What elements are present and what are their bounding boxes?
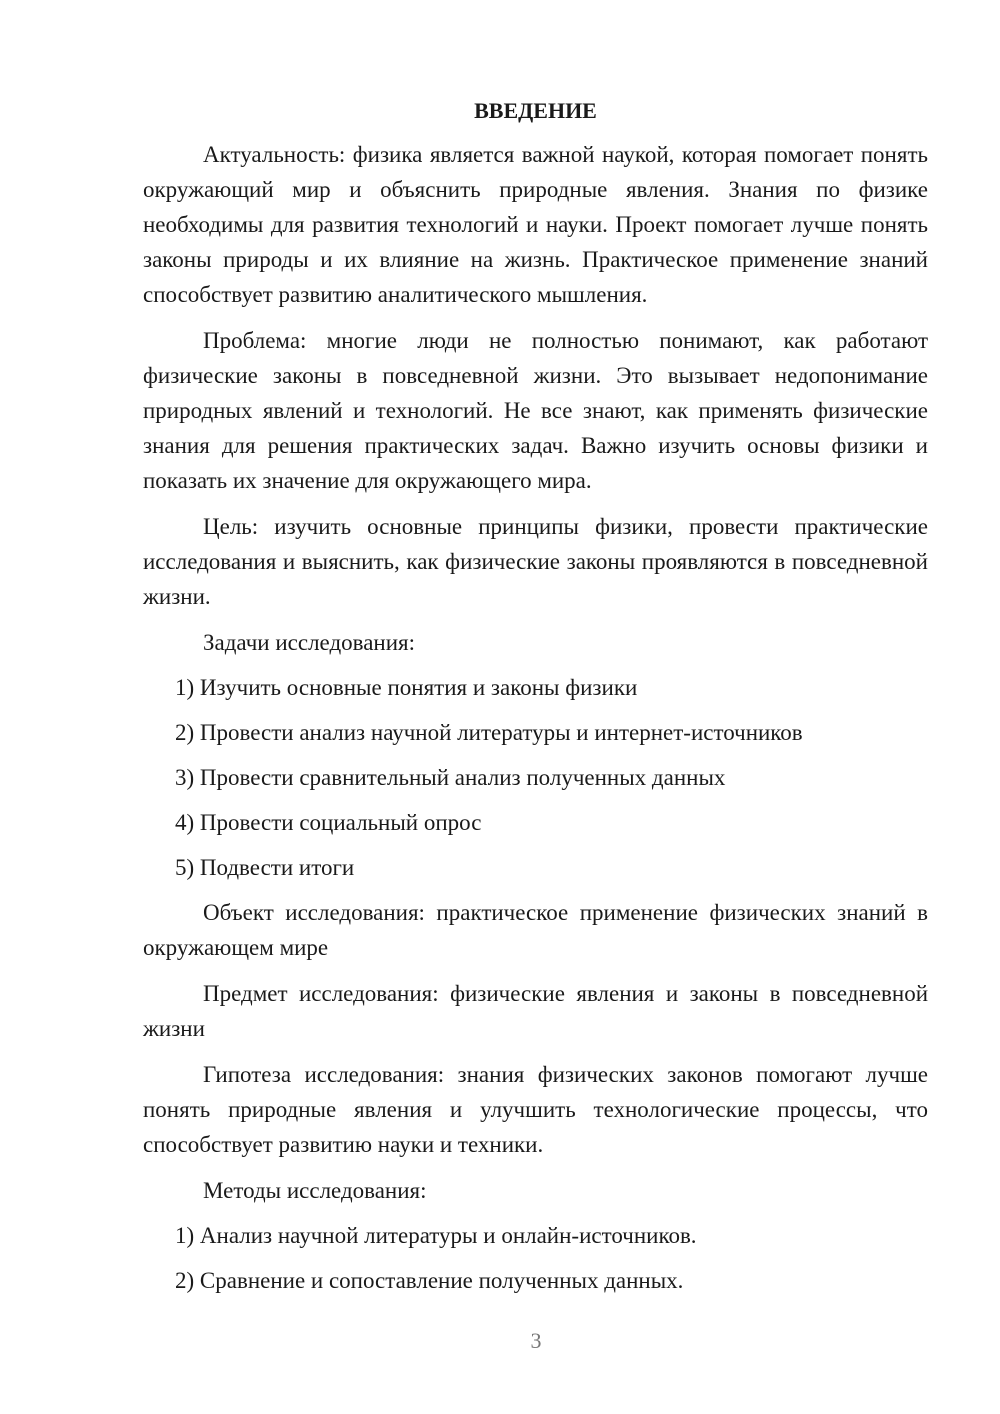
page-content [143, 93, 928, 1298]
method-item-2: 2) Сравнение и сопоставление полученных данных. [175, 1268, 684, 1293]
page-number: 3 [530, 1328, 542, 1353]
paragraph-object: Объект исследования: практическое применение физических знаний в окружающем мире [143, 900, 928, 960]
section-title: ВВЕДЕНИЕ [474, 98, 597, 123]
tasks-heading: Задачи исследования: [203, 630, 416, 655]
paragraph-relevance: Актуальность: физика является важной наукой, которая помогает понять окружающий мир и объяснить природные явления. Знания по физике необходимы для развития технологий и науки. Проект помогает лучше понять законы природы и их влияние на жизнь. Практическое применение знаний способствует развитию аналитического мышления. [143, 142, 928, 307]
task-item-4: 4) Провести социальный опрос [175, 810, 482, 835]
task-item-2: 2) Провести анализ научной литературы и интернет-источников [175, 720, 803, 745]
method-item-1: 1) Анализ научной литературы и онлайн-источников. [175, 1223, 697, 1248]
paragraph-subject: Предмет исследования: физические явления и законы в повседневной жизни [143, 981, 928, 1041]
paragraph-goal: Цель: изучить основные принципы физики, провести практические исследования и выяснить, как физические законы проявляются в повседневной жизни. [143, 514, 928, 609]
paragraph-problem: Проблема: многие люди не полностью понимают, как работают физические законы в повседневной жизни. Это вызывает недопонимание природных явлений и технологий. Не все знают, как применять физические знания для решения практических задач. Важно изучить основы физики и показать их значение для окружающего мира. [143, 328, 928, 493]
task-item-5: 5) Подвести итоги [175, 855, 355, 880]
paragraph-hypothesis: Гипотеза исследования: знания физических законов помогают лучше понять природные явления и улучшить технологические процессы, что способствует развитию науки и техники. [143, 1062, 928, 1157]
task-item-1: 1) Изучить основные понятия и законы физики [175, 675, 638, 700]
task-item-3: 3) Провести сравнительный анализ полученных данных [175, 765, 726, 790]
methods-heading: Методы исследования: [203, 1178, 427, 1203]
